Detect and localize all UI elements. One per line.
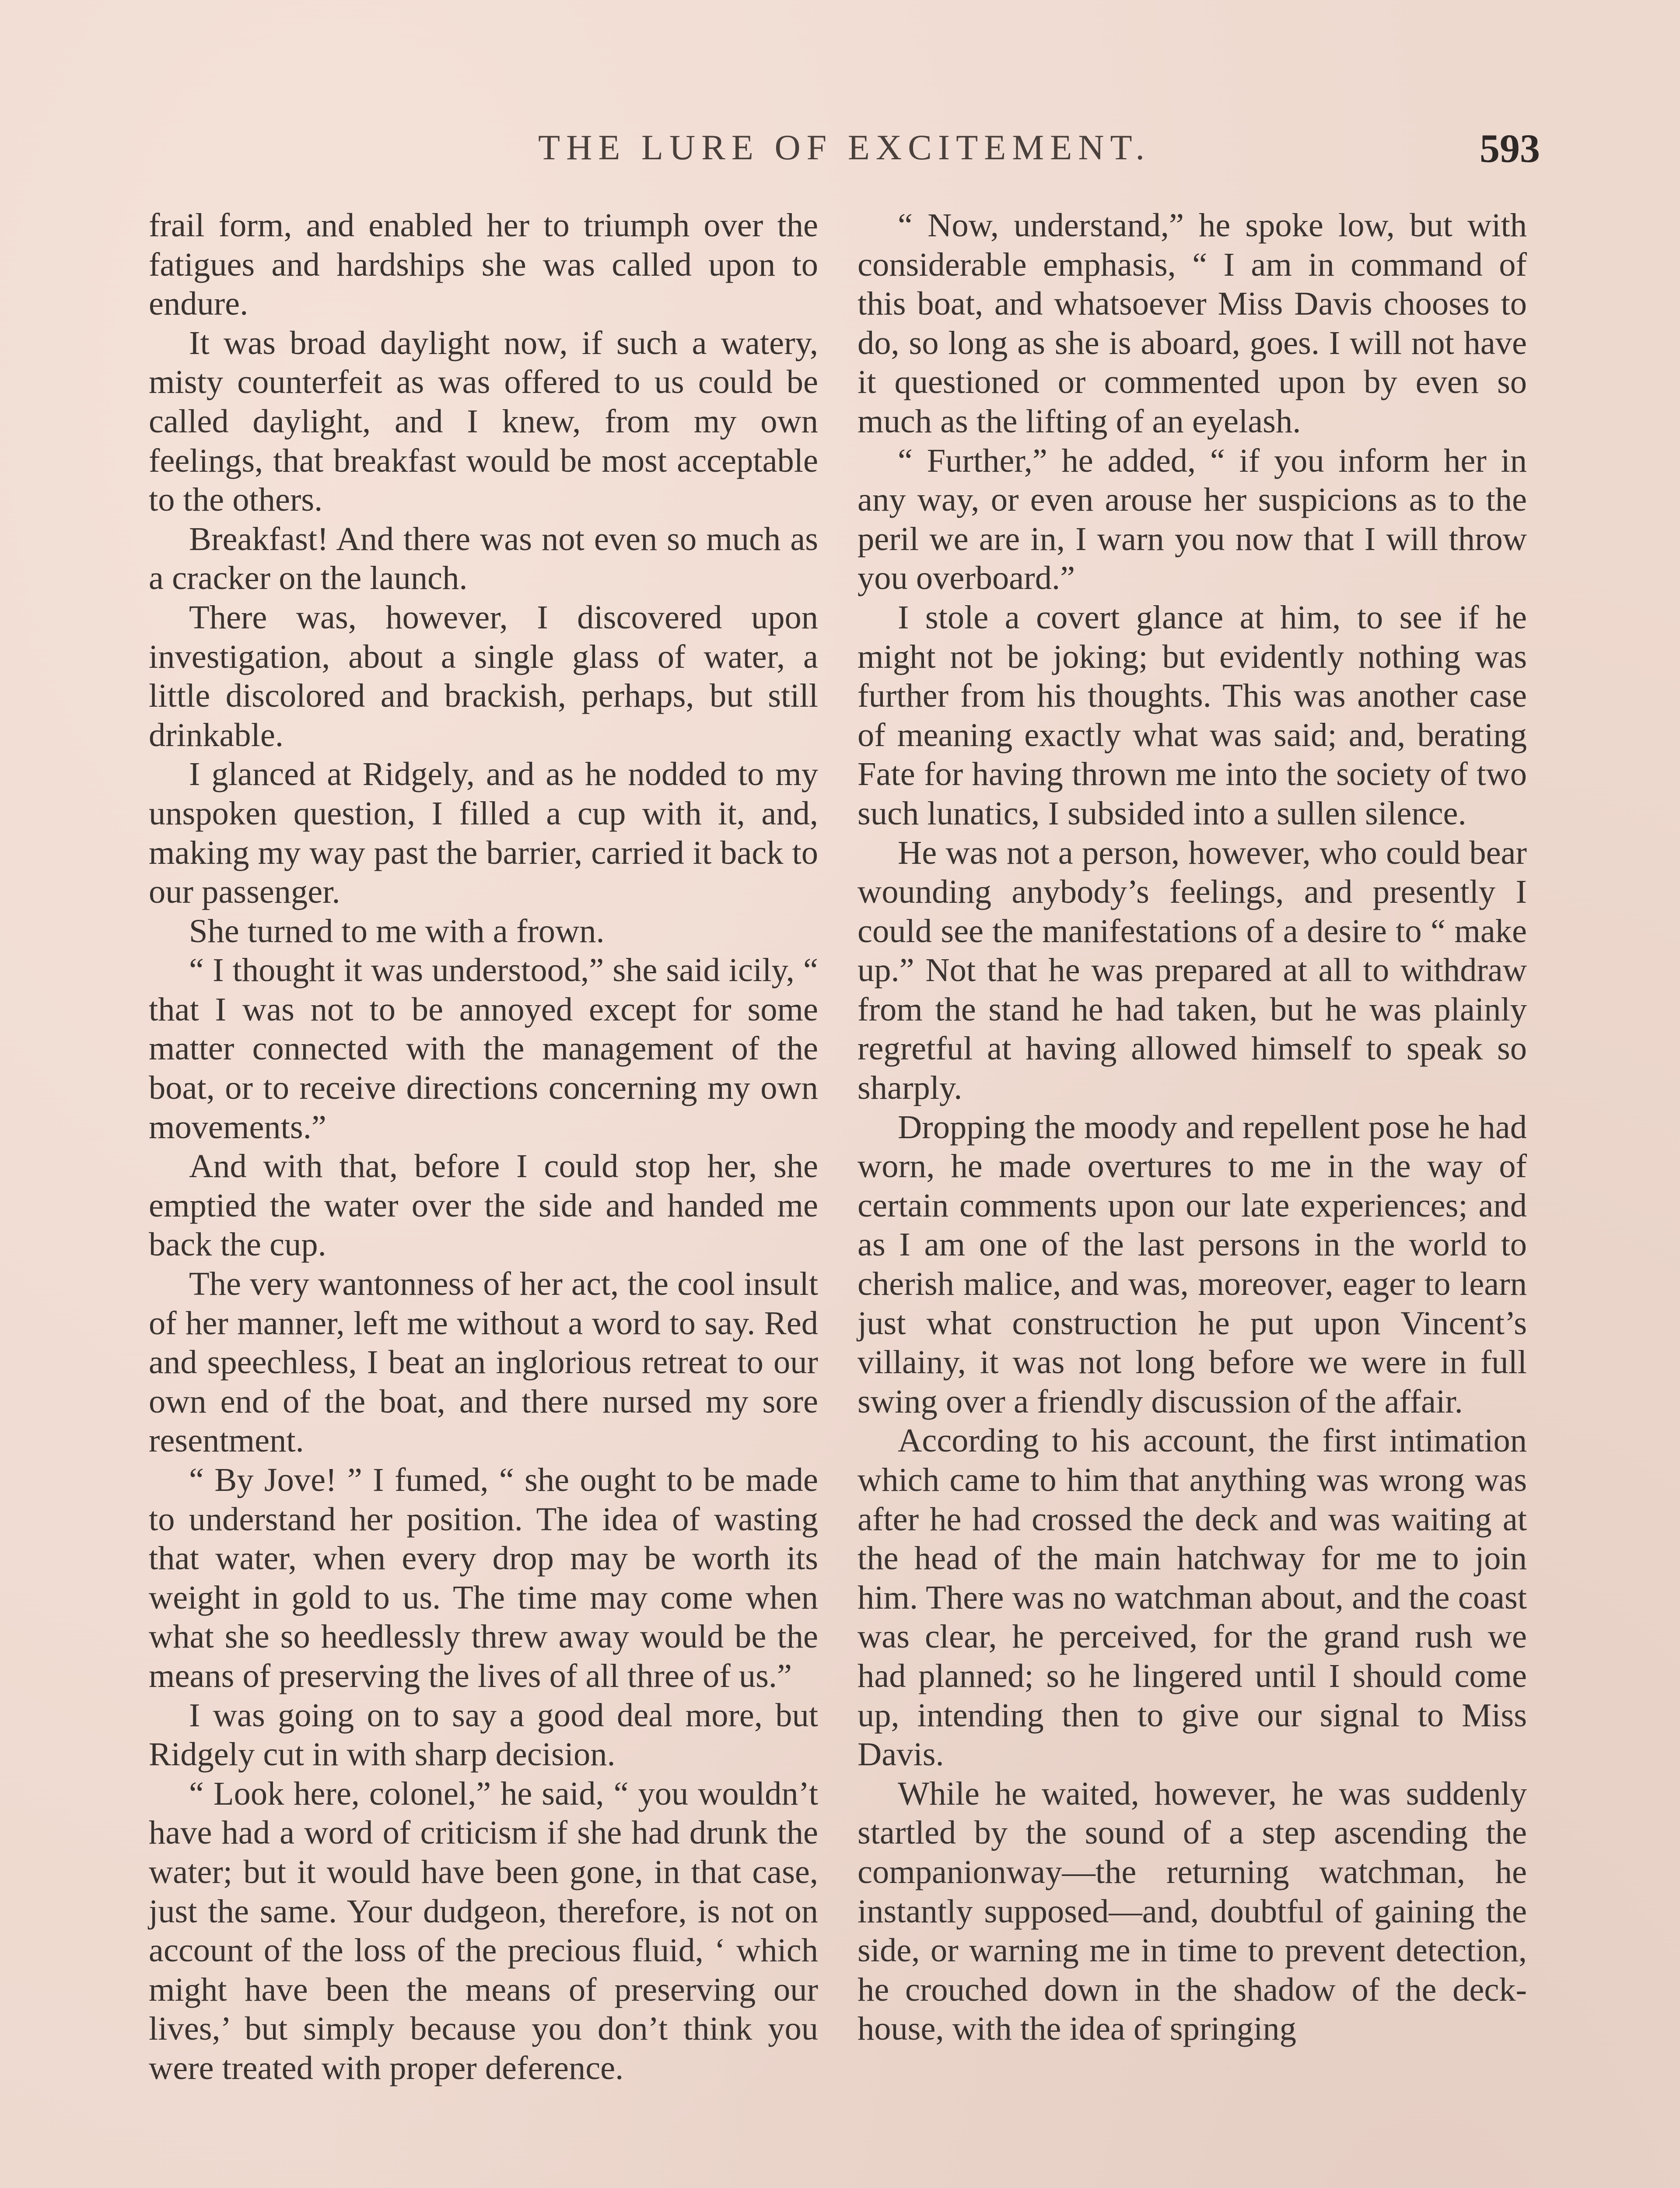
paragraph: I glanced at Ridgely, and as he nodded to my unspoken question, I filled a cup with it, and, making my way past the barrier, carried it back to our passenger.: [149, 755, 818, 911]
paragraph: frail form, and enabled her to triumph over the fatigues and hardships she was called upon to endure.: [149, 207, 818, 323]
running-header: [149, 127, 1540, 179]
paragraph: I stole a covert glance at him, to see if he might not be joking; but evidently nothing was further from his thoughts. This was another case of meaning exactly what was said; and, berating Fate for having thrown me into the society of two such lunatics, I subsided into a sullen silence.: [858, 598, 1527, 832]
right-column: [858, 206, 1527, 2048]
paragraph: Dropping the moody and repellent pose he had worn, he made overtures to me in the way of certain comments upon our late experiences; and as I am one of the last persons in the world to cherish malice, and was, moreover, eager to learn just what construction he put upon Vincent’s villainy, it was not long before we were in full swing over a friendly discussion of the affair.: [858, 1108, 1527, 1420]
paragraph: There was, however, I discovered upon investigation, about a single glass of water, a little discolored and brackish, perhaps, but still drinkable.: [149, 598, 818, 754]
page-number: 593: [1480, 126, 1540, 171]
paragraph: Breakfast! And there was not even so much as a cracker on the launch.: [149, 520, 818, 597]
paragraph: “ I thought it was understood,” she said icily, “ that I was not to be annoyed except for some matter connected with the management of the boat, or to receive directions concerning my own movements.”: [149, 951, 818, 1146]
paragraph: “ Look here, colonel,” he said, “ you wouldn’t have had a word of criticism if she had drunk the water; but it would have been gone, in that case, just the same. Your dudgeon, therefore, is not on account of the loss of the precious fluid, ‘ which might have been the means of preserving our lives,’ but simply because you don’t think you were treated with proper deference.: [149, 1774, 818, 2086]
paragraph: He was not a person, however, who could bear wounding anybody’s feelings, and presently I could see the manifestations of a desire to “ make up.” Not that he was prepared at all to withdraw from the stand he had taken, but he was plainly regretful at having allowed himself to speak so sharply.: [858, 834, 1527, 1107]
left-column: [149, 206, 818, 2088]
paragraph: I was going on to say a good deal more, but Ridgely cut in with sharp decision.: [149, 1696, 818, 1773]
paragraph: And with that, before I could stop her, she emptied the water over the side and handed me back the cup.: [149, 1147, 818, 1263]
paragraph: While he waited, however, he was suddenly startled by the sound of a step ascending the companionway—the returning watchman, he instantly supposed—and, doubtful of gaining the side, or warning me in time to prevent detection, he crouched down in the shadow of the deck-house, with the idea of springing: [858, 1774, 1527, 2048]
paragraph: “ By Jove! ” I fumed, “ she ought to be made to understand her position. The idea of wasting that water, when every drop may be worth its weight in gold to us. The time may come when what she so heedlessly threw away would be the means of preserving the lives of all three of us.”: [149, 1461, 818, 1694]
running-title: THE LURE OF EXCITEMENT.: [538, 127, 1151, 167]
paragraph: “ Further,” he added, “ if you inform her in any way, or even arouse her suspicions as to the peril we are in, I warn you now that I will throw you overboard.”: [858, 442, 1527, 597]
paragraph: According to his account, the first intimation which came to him that anything was wrong was after he had crossed the deck and was waiting at the head of the main hatchway for me to join him. There was no watchman about, and the coast was clear, he perceived, for the grand rush we had planned; so he lingered until I should come up, intending then to give our signal to Miss Davis.: [858, 1422, 1527, 1773]
paragraph: She turned to me with a frown.: [189, 912, 605, 950]
paragraph: It was broad daylight now, if such a watery, misty counterfeit as was offered to us could be called daylight, and I knew, from my own feelings, that breakfast would be most acceptable to the others.: [149, 324, 818, 519]
paragraph: “ Now, understand,” he spoke low, but with considerable emphasis, “ I am in command of this boat, and whatsoever Miss Davis chooses to do, so long as she is aboard, goes. I will not have it questioned or commented upon by even so much as the lifting of an eyelash.: [858, 207, 1527, 440]
paragraph: The very wantonness of her act, the cool insult of her manner, left me without a word to say. Red and speechless, I beat an inglorious retreat to our own end of the boat, and there nursed my sore resentment.: [149, 1265, 818, 1459]
